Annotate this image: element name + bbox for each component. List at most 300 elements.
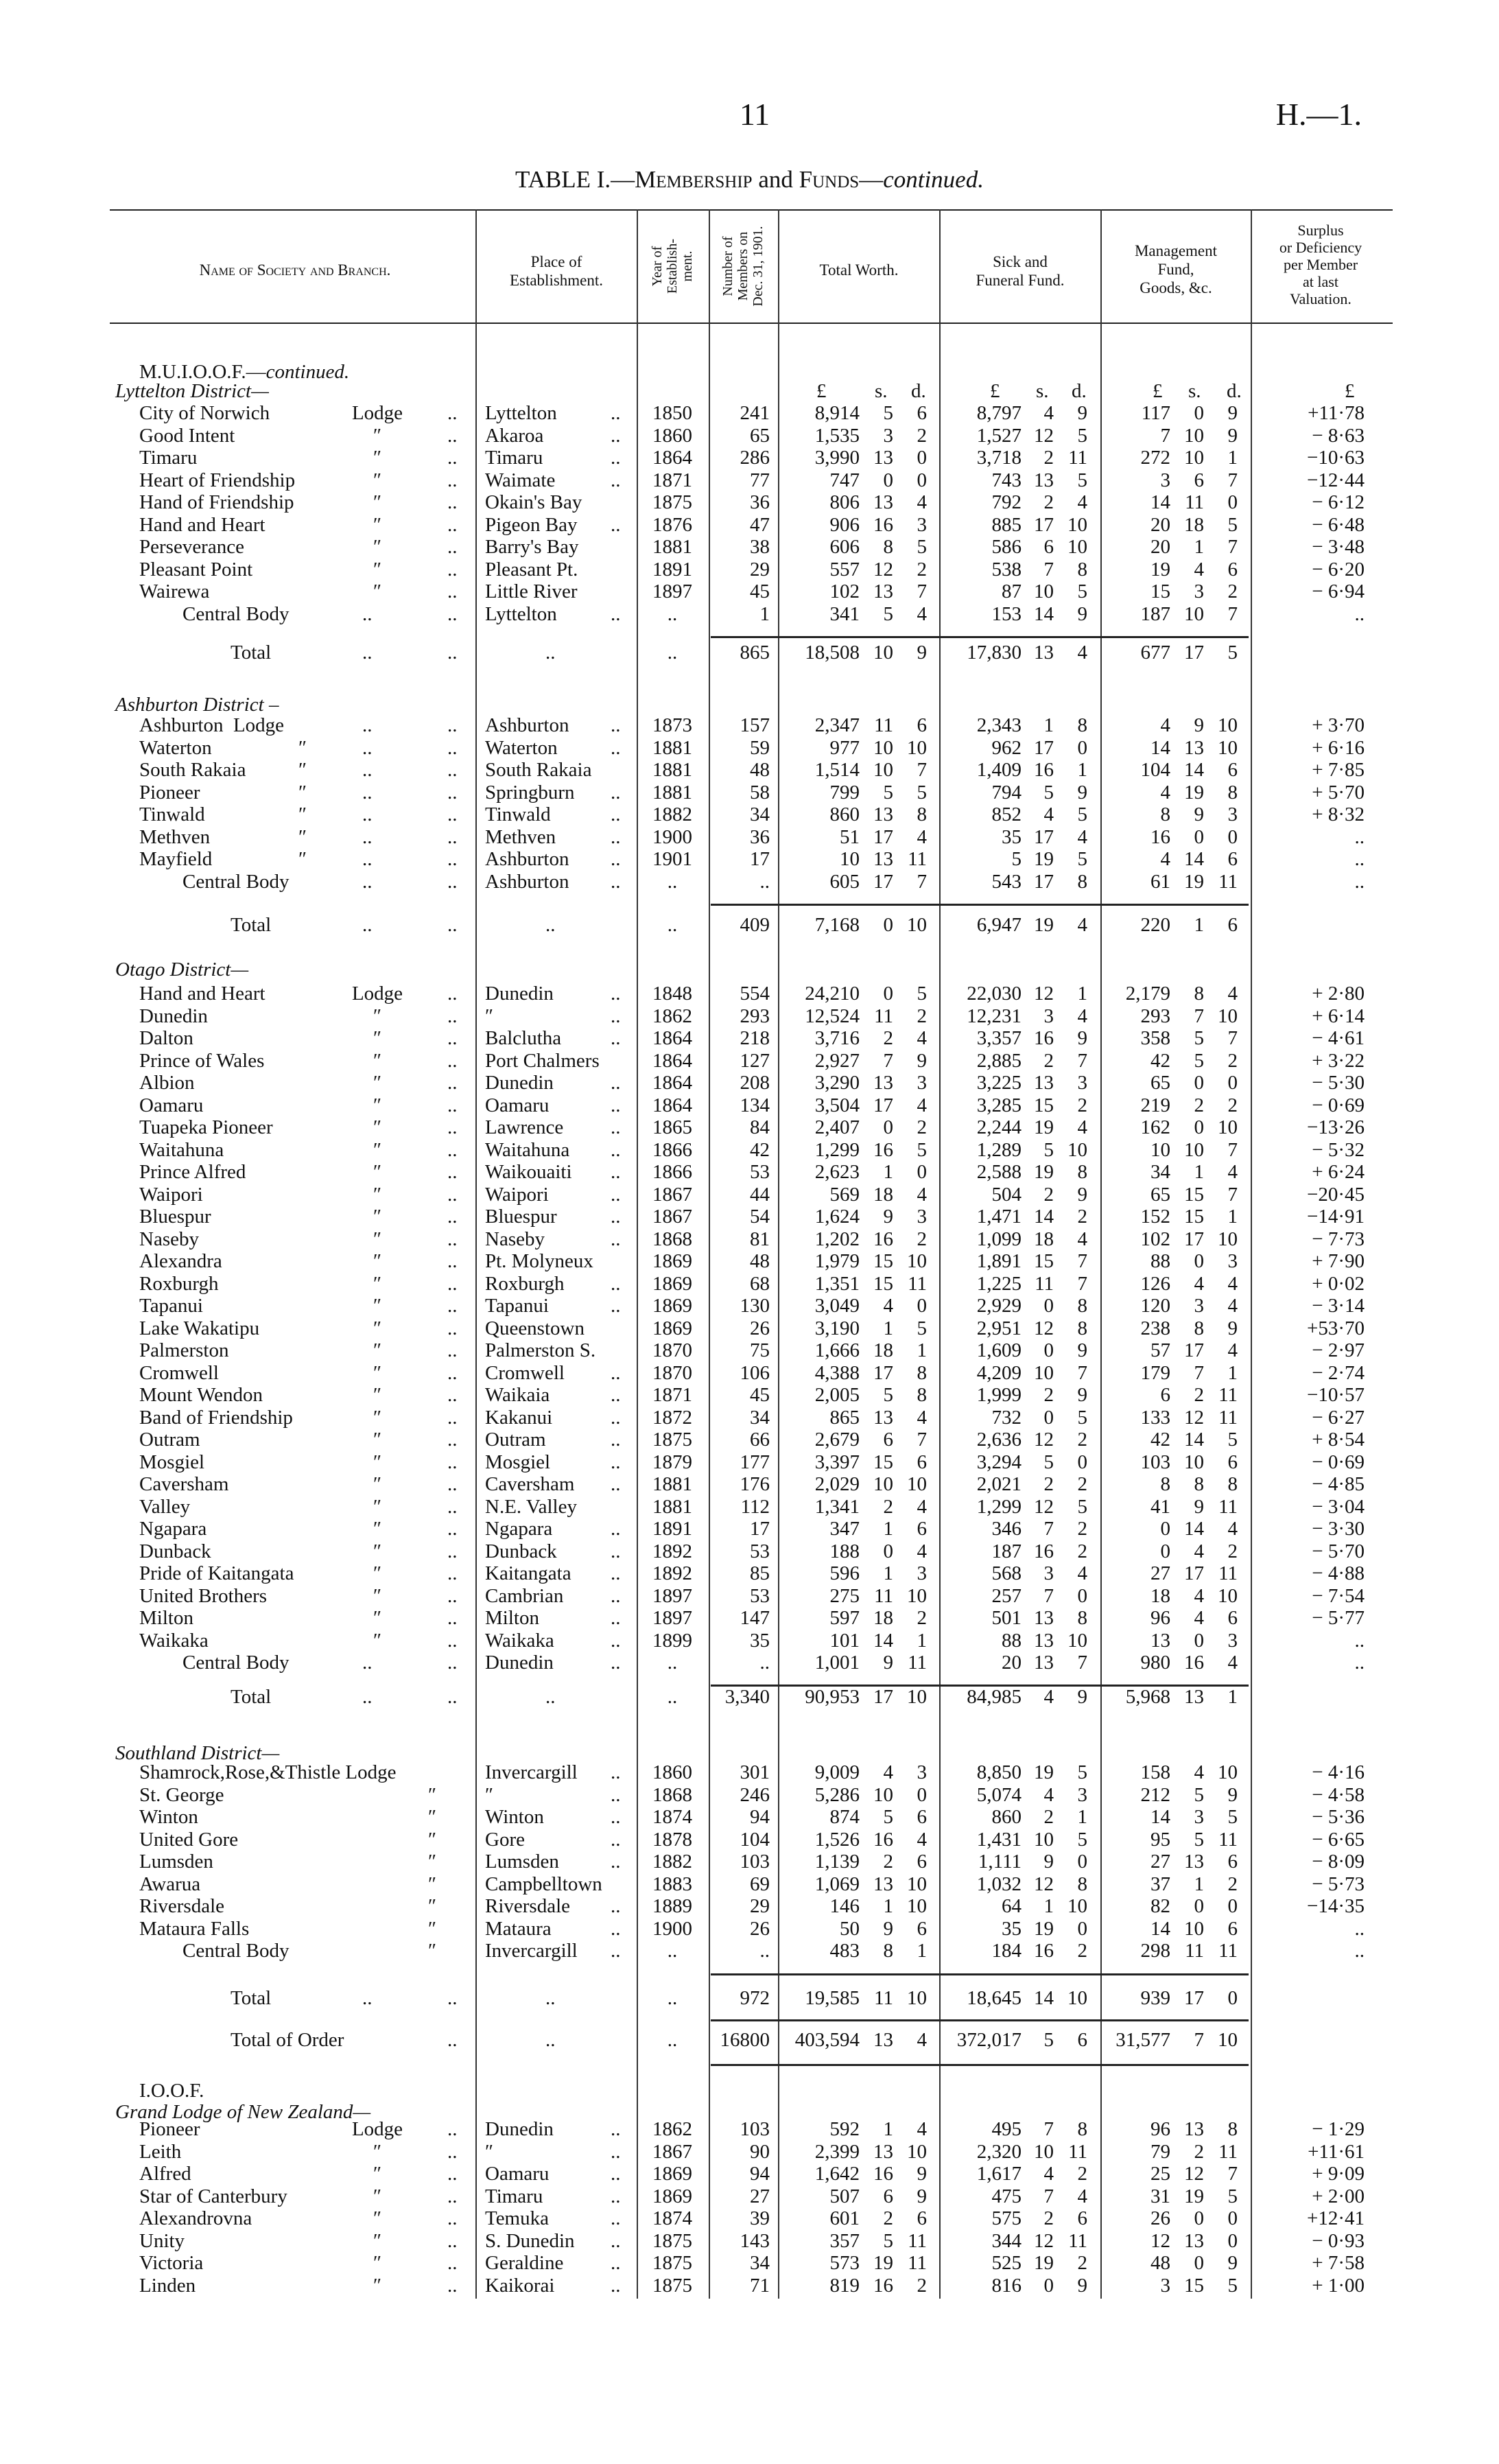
surplus-or-deficiency: − 4·88	[1312, 1562, 1365, 1584]
pounds-total: 7,168	[814, 914, 860, 936]
year-of-establishment: 1875	[652, 1429, 692, 1451]
management-fund-shillings: 19	[1184, 2185, 1204, 2207]
surplus-or-deficiency: + 6·16	[1312, 736, 1365, 759]
table-row	[0, 1027, 1499, 1049]
sick-fund-pence: 0	[1077, 1851, 1087, 1873]
place-placeholder: ..	[545, 914, 556, 936]
sick-fund-pence: 8	[1077, 1161, 1087, 1183]
management-fund-pence: 5	[1227, 2185, 1238, 2207]
place-of-establishment: Mosgiel	[485, 1451, 551, 1473]
sick-fund-shillings: 10	[1034, 1361, 1054, 1384]
sick-fund-pence: 9	[1077, 1384, 1087, 1406]
sick-fund-pounds: 792	[991, 491, 1022, 513]
leader-dots: ..	[362, 803, 373, 825]
sick-fund-shillings: 4	[1043, 803, 1054, 825]
leader-dots: ..	[362, 714, 373, 736]
society-branch-name: Milton	[139, 1607, 193, 1629]
header-name-of-society: Name of Society and Branch.	[199, 261, 391, 279]
sick-fund-pounds: 794	[991, 781, 1022, 803]
sick-fund-pounds: 1,999	[976, 1384, 1022, 1406]
management-fund-shillings: 11	[1185, 491, 1204, 513]
sick-fund-pounds: 4,209	[976, 1361, 1022, 1384]
total-worth-pence: 2	[917, 1005, 927, 1027]
leader-dots: ..	[447, 558, 458, 580]
total-worth-pounds: 606	[829, 536, 860, 558]
surplus-or-deficiency: − 2·74	[1312, 1361, 1365, 1384]
place-of-establishment: Naseby	[485, 1228, 545, 1250]
lodge-ditto-mark: ″	[373, 2185, 382, 2207]
society-branch-name: Outram	[139, 1429, 200, 1451]
lodge-ditto-mark: ″	[373, 1584, 382, 1607]
leader-dots: ..	[447, 1228, 458, 1250]
year-of-establishment: 1881	[652, 536, 692, 558]
sick-fund-pence: 8	[1077, 558, 1087, 580]
unit-pence: d.	[1227, 380, 1242, 402]
leader-dots: ..	[447, 2207, 458, 2229]
lodge-ditto-mark: ″	[373, 1518, 382, 1540]
total-worth-pence: 5	[917, 983, 927, 1005]
society-branch-name: Waterton	[139, 736, 212, 759]
total-worth-pence: 4	[917, 1828, 927, 1851]
management-fund-pounds: 102	[1140, 1228, 1170, 1250]
management-fund-pounds: 158	[1140, 1761, 1170, 1783]
shillings-total: 13	[873, 2029, 893, 2051]
management-fund-pounds: 162	[1140, 1116, 1170, 1138]
shillings-total: 14	[1034, 1987, 1054, 2009]
place-of-establishment: Lyttelton	[485, 402, 557, 424]
total-worth-pounds: 605	[829, 870, 860, 893]
sick-fund-pence: 5	[1077, 469, 1087, 491]
number-of-members: 34	[750, 2252, 770, 2274]
society-branch-name: United Brothers	[139, 1584, 268, 1607]
society-branch-name: Pioneer	[139, 2118, 200, 2140]
year-of-establishment: 1872	[652, 1406, 692, 1429]
sick-fund-pence: 3	[1077, 1072, 1087, 1094]
surplus-or-deficiency: − 3·14	[1312, 1295, 1365, 1317]
management-fund-shillings: 13	[1184, 736, 1204, 759]
number-of-members: 84	[750, 1116, 770, 1138]
leader-dots: ..	[447, 2252, 458, 2274]
society-branch-name: Wairewa	[139, 580, 210, 602]
place-of-establishment: ″	[485, 2140, 494, 2163]
number-of-members: 1	[759, 602, 770, 625]
total-worth-pounds: 2,407	[814, 1116, 860, 1138]
title-and: and	[752, 166, 799, 193]
management-fund-pounds: 298	[1140, 1940, 1170, 1962]
year-of-establishment: 1873	[652, 714, 692, 736]
leader-dots: ..	[447, 2163, 458, 2185]
total-worth-pence: 4	[917, 1495, 927, 1518]
sick-fund-pounds: 187	[991, 1540, 1022, 1562]
management-fund-pence: 5	[1227, 2274, 1238, 2297]
leader-dots: ..	[611, 1851, 621, 1873]
total-worth-pence: 3	[917, 1206, 927, 1228]
total-worth-shillings: 2	[883, 2207, 893, 2229]
table-row	[0, 1451, 1499, 1473]
number-of-members: 147	[740, 1607, 770, 1629]
management-fund-shillings: 0	[1194, 825, 1204, 848]
society-branch-name: Star of Canterbury	[139, 2185, 287, 2207]
leader-dots: ..	[447, 1451, 458, 1473]
total-worth-pounds: 1,624	[814, 1206, 860, 1228]
total-worth-pounds: 977	[829, 736, 860, 759]
table-row	[0, 1473, 1499, 1495]
leader-dots: ..	[447, 2029, 458, 2051]
leader-dots: ..	[611, 1183, 621, 1206]
management-fund-pounds: 41	[1150, 1495, 1170, 1518]
sick-fund-shillings: 4	[1043, 1783, 1054, 1806]
lodge-ditto-mark: ″	[373, 2163, 382, 2185]
management-fund-pence: 2	[1227, 1094, 1238, 1116]
year-of-establishment: 1882	[652, 803, 692, 825]
sick-fund-pence: 8	[1077, 1317, 1087, 1339]
total-worth-pence: 10	[907, 2140, 927, 2163]
year-of-establishment: 1878	[652, 1828, 692, 1851]
leader-dots: ..	[611, 1361, 621, 1384]
total-worth-shillings: 16	[873, 1138, 893, 1161]
number-of-members: ..	[759, 1652, 770, 1674]
sick-fund-pounds: 2,244	[976, 1116, 1022, 1138]
society-branch-name: Prince Alfred	[139, 1161, 246, 1183]
place-of-establishment: Tinwald	[485, 803, 551, 825]
place-of-establishment: Barry's Bay	[485, 536, 579, 558]
total-worth-shillings: 1	[883, 2118, 893, 2140]
total-worth-shillings: 16	[873, 2274, 893, 2297]
sick-fund-pounds: 1,289	[976, 1138, 1022, 1161]
leader-dots: ..	[611, 1607, 621, 1629]
number-of-members: 112	[740, 1495, 770, 1518]
sick-fund-pounds: 586	[991, 536, 1022, 558]
place-of-establishment: Milton	[485, 1607, 539, 1629]
management-fund-shillings: 4	[1194, 1272, 1204, 1295]
place-of-establishment: Kaikorai	[485, 2274, 555, 2297]
shillings-total: 19	[1034, 914, 1054, 936]
sick-fund-pence: 0	[1077, 1584, 1087, 1607]
table-row	[0, 2141, 1499, 2163]
total-worth-pence: 2	[917, 558, 927, 580]
sick-fund-shillings: 13	[1034, 1607, 1054, 1629]
leader-dots: ..	[447, 825, 458, 848]
management-fund-shillings: 10	[1184, 447, 1204, 469]
society-branch-name: Roxburgh	[139, 1272, 219, 1295]
year-of-establishment: 1868	[652, 1228, 692, 1250]
table-row	[0, 1273, 1499, 1295]
total-worth-pence: 7	[917, 870, 927, 893]
year-of-establishment: 1870	[652, 1361, 692, 1384]
leader-dots: ..	[447, 2140, 458, 2163]
total-worth-shillings: 1	[883, 1895, 893, 1917]
table-row	[0, 2118, 1499, 2140]
total-worth-pence: 7	[917, 580, 927, 602]
number-of-members: 286	[740, 447, 770, 469]
number-of-members: 94	[750, 2163, 770, 2185]
header-number-of-members	[720, 211, 766, 321]
total-worth-pounds: 747	[829, 469, 860, 491]
surplus-or-deficiency: −10·57	[1306, 1384, 1365, 1406]
sick-fund-shillings: 17	[1034, 513, 1054, 536]
sick-fund-pounds: 2,021	[976, 1473, 1022, 1495]
lodge-ditto-mark: ″	[373, 1562, 382, 1584]
surplus-or-deficiency: ..	[1354, 825, 1365, 848]
sick-fund-pence: 4	[1077, 1228, 1087, 1250]
year-of-establishment: 1866	[652, 1161, 692, 1183]
number-of-members: 48	[750, 1250, 770, 1272]
management-fund-pence: 7	[1227, 602, 1238, 625]
place-of-establishment: Waitahuna	[485, 1138, 570, 1161]
total-worth-pounds: 1,666	[814, 1339, 860, 1361]
total-worth-pence: 5	[917, 536, 927, 558]
surplus-or-deficiency: ..	[1354, 1629, 1365, 1652]
leader-dots: ..	[611, 2207, 621, 2229]
management-fund-shillings: 10	[1184, 424, 1204, 447]
society-branch-name: Hand of Friendship	[139, 491, 294, 513]
number-of-members: 53	[750, 1540, 770, 1562]
table-row	[0, 2230, 1499, 2252]
total-worth-pence: 3	[917, 513, 927, 536]
management-fund-shillings: 12	[1184, 1406, 1204, 1429]
management-fund-pence: 6	[1227, 1851, 1238, 1873]
leader-dots: ..	[611, 1072, 621, 1094]
leader-dots: ..	[611, 402, 621, 424]
management-fund-pence: 11	[1218, 870, 1238, 893]
total-worth-pounds: 1,526	[814, 1828, 860, 1851]
sick-fund-pence: 9	[1077, 1183, 1087, 1206]
management-fund-pounds: 238	[1140, 1317, 1170, 1339]
leader-dots: ..	[447, 1584, 458, 1607]
total-worth-shillings: 7	[883, 1049, 893, 1072]
total-worth-pence: 8	[917, 1384, 927, 1406]
place-of-establishment: Little River	[485, 580, 578, 602]
total-worth-shillings: 5	[883, 2229, 893, 2252]
sick-fund-pounds: 1,111	[978, 1851, 1022, 1873]
total-worth-shillings: 10	[873, 1783, 893, 1806]
sick-fund-shillings: 0	[1043, 1339, 1054, 1361]
leader-dots: ..	[447, 1295, 458, 1317]
management-fund-pounds: 20	[1150, 536, 1170, 558]
leader-dots: ..	[611, 870, 621, 893]
total-worth-pence: 2	[917, 424, 927, 447]
total-worth-shillings: 10	[873, 1473, 893, 1495]
sick-fund-pence: 9	[1077, 2274, 1087, 2297]
year-of-establishment: 1874	[652, 2207, 692, 2229]
sick-fund-shillings: 2	[1043, 1806, 1054, 1828]
society-branch-name: Hand and Heart	[139, 513, 265, 536]
place-of-establishment: Kaitangata	[485, 1562, 571, 1584]
year-of-establishment: 1879	[652, 1451, 692, 1473]
management-fund-shillings: 2	[1194, 2140, 1204, 2163]
lodge-ditto-mark: ″	[373, 1027, 382, 1049]
table-row	[0, 1005, 1499, 1027]
lodge-ditto-mark: ″	[373, 1473, 382, 1495]
year-of-establishment: 1869	[652, 2185, 692, 2207]
number-of-members: 68	[750, 1272, 770, 1295]
total-worth-pence: 2	[917, 1228, 927, 1250]
unit-shilling: s.	[1036, 380, 1049, 402]
management-fund-pounds: 3	[1160, 2274, 1170, 2297]
table-row	[0, 1607, 1499, 1629]
total-worth-pounds: 51	[840, 825, 860, 848]
year-of-establishment: 1892	[652, 1562, 692, 1584]
management-fund-pounds: 20	[1150, 513, 1170, 536]
leader-dots: ..	[611, 1917, 621, 1940]
total-worth-pence: 0	[917, 1295, 927, 1317]
table-row	[0, 1384, 1499, 1406]
header-bottom-rule	[110, 322, 1393, 324]
leader-dots: ..	[447, 759, 458, 781]
sick-fund-shillings: 0	[1043, 2274, 1054, 2297]
management-fund-pence: 11	[1218, 2140, 1238, 2163]
table-row	[0, 447, 1499, 469]
lodge-ditto-mark: ″	[373, 1183, 382, 1206]
table-row	[0, 803, 1499, 825]
total-worth-pounds: 357	[829, 2229, 860, 2252]
surplus-or-deficiency: ..	[1354, 1917, 1365, 1940]
pence-total: 10	[907, 1686, 927, 1708]
total-worth-shillings: 11	[874, 1584, 893, 1607]
number-of-members: 35	[750, 1629, 770, 1652]
sick-fund-shillings: 12	[1034, 2229, 1054, 2252]
sick-fund-pence: 10	[1067, 1138, 1087, 1161]
leader-dots: ..	[611, 848, 621, 870]
surplus-or-deficiency: + 2·00	[1312, 2185, 1365, 2207]
sick-fund-pounds: 743	[991, 469, 1022, 491]
management-fund-shillings: 10	[1184, 1917, 1204, 1940]
title-prefix: TABLE I.—	[515, 166, 635, 193]
lodge-ditto-mark: ″	[427, 1783, 437, 1806]
management-fund-pence: 9	[1227, 1317, 1238, 1339]
header-line: at last	[1303, 273, 1338, 290]
leader-dots: ..	[611, 2229, 621, 2252]
total-worth-pounds: 3,990	[814, 447, 860, 469]
sick-fund-pounds: 184	[991, 1940, 1022, 1962]
lodge-ditto-mark: ″	[373, 1451, 382, 1473]
pence-total: 10	[907, 1987, 927, 2009]
leader-dots: ..	[611, 1116, 621, 1138]
management-fund-shillings: 0	[1194, 2252, 1204, 2274]
lodge-ditto-mark: ″	[373, 536, 382, 558]
total-worth-pence: 10	[907, 1895, 927, 1917]
leader-dots: ..	[611, 1384, 621, 1406]
sick-fund-pence: 1	[1077, 983, 1087, 1005]
management-fund-shillings: 9	[1194, 1495, 1204, 1518]
sick-fund-shillings: 19	[1034, 1161, 1054, 1183]
surplus-or-deficiency: −14·91	[1306, 1206, 1365, 1228]
number-of-members: 208	[740, 1072, 770, 1094]
total-worth-pence: 4	[917, 1183, 927, 1206]
lodge-ditto-mark: ″	[373, 558, 382, 580]
management-fund-pence: 1	[1227, 1206, 1238, 1228]
total-worth-pounds: 347	[829, 1518, 860, 1540]
lodge-ditto-mark: ″	[427, 1828, 437, 1851]
place-of-establishment: Akaroa	[485, 424, 544, 447]
page-number: 11	[739, 97, 770, 132]
surplus-or-deficiency: − 5·73	[1312, 1873, 1365, 1895]
management-fund-pounds: 358	[1140, 1027, 1170, 1049]
leader-dots: ..	[611, 1228, 621, 1250]
total-worth-pounds: 1,351	[814, 1272, 860, 1295]
total-worth-pence: 10	[907, 736, 927, 759]
district-heading: Ashburton District –	[115, 694, 279, 716]
sick-fund-shillings: 2	[1043, 2207, 1054, 2229]
sick-fund-pence: 5	[1077, 803, 1087, 825]
leader-dots: ..	[362, 870, 373, 893]
leader-dots: ..	[447, 447, 458, 469]
total-worth-pounds: 1,139	[814, 1851, 860, 1873]
society-branch-name: Perseverance	[139, 536, 244, 558]
management-fund-pounds: 37	[1150, 1873, 1170, 1895]
leader-dots: ..	[447, 602, 458, 625]
total-worth-pounds: 569	[829, 1183, 860, 1206]
table-row	[0, 1806, 1499, 1828]
pounds-total: 18,645	[967, 1987, 1022, 2009]
management-fund-shillings: 4	[1194, 558, 1204, 580]
sick-fund-pence: 8	[1077, 1607, 1087, 1629]
lodge-ditto-mark: ″	[298, 803, 307, 825]
number-of-members: 71	[750, 2274, 770, 2297]
total-worth-pence: 10	[907, 1584, 927, 1607]
place-of-establishment: Waimate	[485, 469, 556, 491]
place-of-establishment: Campbelltown	[485, 1873, 602, 1895]
sick-fund-shillings: 16	[1034, 759, 1054, 781]
table-row	[0, 848, 1499, 870]
total-worth-pounds: 865	[829, 1406, 860, 1429]
leader-dots: ..	[447, 1317, 458, 1339]
management-fund-pounds: 117	[1141, 402, 1170, 424]
year-of-establishment: 1875	[652, 2229, 692, 2252]
management-fund-pounds: 61	[1150, 870, 1170, 893]
table-row	[0, 491, 1499, 513]
management-fund-pence: 11	[1218, 1406, 1238, 1429]
management-fund-shillings: 0	[1194, 1895, 1204, 1917]
management-fund-pounds: 0	[1160, 1540, 1170, 1562]
management-fund-pounds: 88	[1150, 1250, 1170, 1272]
surplus-or-deficiency: + 6·24	[1312, 1161, 1365, 1183]
lodge-ditto-mark: ″	[427, 1873, 437, 1895]
sick-fund-pounds: 852	[991, 803, 1022, 825]
place-of-establishment: Timaru	[485, 447, 543, 469]
place-of-establishment: Oamaru	[485, 2163, 550, 2185]
society-branch-name: Waikaka	[139, 1629, 209, 1652]
management-fund-pence: 0	[1227, 2207, 1238, 2229]
management-fund-pence: 9	[1227, 1783, 1238, 1806]
header-total-worth: Total Worth.	[819, 261, 899, 279]
total-worth-shillings: 11	[874, 1005, 893, 1027]
year-of-establishment: 1864	[652, 1049, 692, 1072]
leader-dots: ..	[447, 1072, 458, 1094]
society-branch-name: Naseby	[139, 1228, 199, 1250]
surplus-or-deficiency: + 5·70	[1312, 781, 1365, 803]
table-row	[0, 1116, 1499, 1138]
total-worth-pounds: 5,286	[814, 1783, 860, 1806]
sick-fund-pounds: 35	[1002, 825, 1022, 848]
total-worth-pounds: 860	[829, 803, 860, 825]
surplus-or-deficiency: − 6·20	[1312, 558, 1365, 580]
society-branch-name: Mount Wendon	[139, 1384, 263, 1406]
society-branch-name: Alfred	[139, 2163, 191, 2185]
society-branch-name: Dalton	[139, 1027, 193, 1049]
management-fund-shillings: 7	[1194, 1005, 1204, 1027]
unit-pound: £	[816, 380, 827, 402]
sick-fund-pounds: 153	[991, 602, 1022, 625]
surplus-or-deficiency: − 8·09	[1312, 1851, 1365, 1873]
total-worth-pence: 0	[917, 469, 927, 491]
table-row	[0, 559, 1499, 580]
place-of-establishment: Caversham	[485, 1473, 575, 1495]
sick-fund-shillings: 16	[1034, 1940, 1054, 1962]
shillings-total: 11	[874, 1987, 893, 2009]
leader-dots: ..	[447, 2274, 458, 2297]
leader-dots: ..	[611, 1629, 621, 1652]
